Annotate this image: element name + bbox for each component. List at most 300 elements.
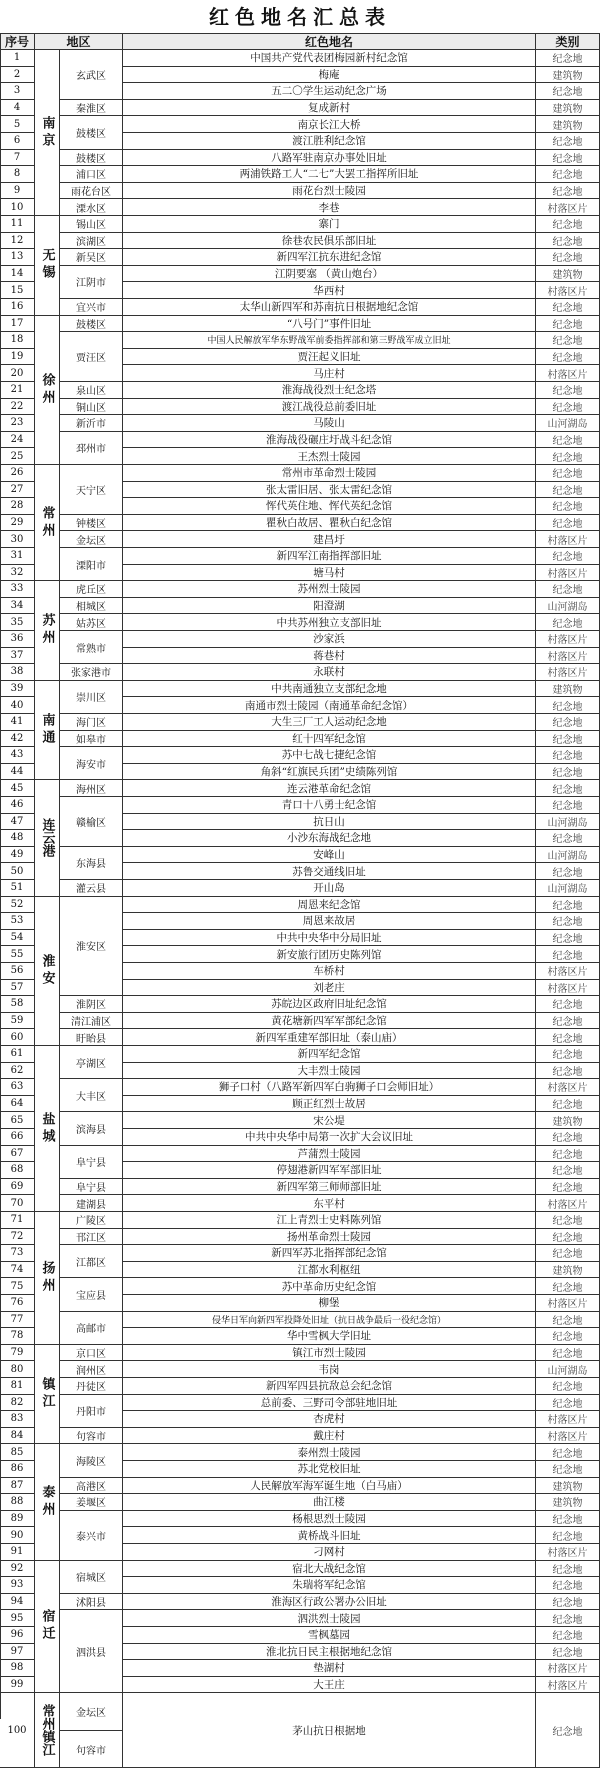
place-name: 宋公堤 [123, 1112, 536, 1129]
place-category: 纪念地 [536, 1527, 600, 1544]
row-index: 10 [0, 199, 35, 216]
row-index: 79 [0, 1345, 35, 1362]
row-index: 26 [0, 465, 35, 482]
place-name: 周恩来故居 [123, 913, 536, 930]
place-name: 新四军纪念馆 [123, 1046, 536, 1063]
place-category: 纪念地 [536, 399, 600, 416]
district-label: 新沂市 [60, 415, 123, 432]
row-index: 72 [0, 1229, 35, 1246]
place-category: 建筑物 [536, 1112, 600, 1129]
district-label: 金坛区 [60, 1693, 123, 1731]
place-category: 纪念地 [536, 946, 600, 963]
city-label: 连云港 [35, 780, 60, 896]
place-name: 马庄村 [123, 365, 536, 382]
row-index: 12 [0, 233, 35, 250]
place-name: 曲江楼 [123, 1494, 536, 1511]
row-index: 59 [0, 1013, 35, 1030]
place-name: 新四军重建军部旧址（泰山庙） [123, 1029, 536, 1046]
place-category: 山河湖岛 [536, 814, 600, 831]
place-name: 大丰烈士陵园 [123, 1063, 536, 1080]
place-name: 安峰山 [123, 847, 536, 864]
row-index: 55 [0, 946, 35, 963]
place-name: 中共苏州独立支部旧址 [123, 614, 536, 631]
place-name: 侵华日军向新四军投降处旧址（抗日战争最后一役纪念馆） [123, 1312, 536, 1329]
city-label: 常州 [35, 465, 60, 581]
district-label: 新吴区 [60, 249, 123, 266]
row-index: 83 [0, 1411, 35, 1428]
row-index: 100 [0, 1693, 35, 1768]
row-index: 60 [0, 1029, 35, 1046]
place-name: 大生三厂工人运动纪念地 [123, 714, 536, 731]
place-category: 纪念地 [536, 465, 600, 482]
place-name: 苏皖边区政府旧址纪念馆 [123, 996, 536, 1013]
district-label: 京口区 [60, 1345, 123, 1362]
row-index: 14 [0, 266, 35, 283]
district-label: 崇川区 [60, 681, 123, 714]
place-name: 抗日山 [123, 814, 536, 831]
place-category: 村落区片 [536, 565, 600, 582]
district-label: 东海县 [60, 847, 123, 880]
district-label: 泗洪县 [60, 1610, 123, 1693]
place-category: 纪念地 [536, 1644, 600, 1661]
place-category: 纪念地 [536, 913, 600, 930]
place-category: 纪念地 [536, 515, 600, 532]
district-label: 玄武区 [60, 50, 123, 100]
place-name: 江都水利枢纽 [123, 1262, 536, 1279]
row-index: 19 [0, 349, 35, 366]
place-category: 纪念地 [536, 448, 600, 465]
row-index: 49 [0, 847, 35, 864]
place-name: 华中雪枫大学旧址 [123, 1328, 536, 1345]
district-label: 天宁区 [60, 465, 123, 515]
place-name: 南京长江大桥 [123, 116, 536, 133]
place-name: 角斜“红旗民兵团”史绩陈列馆 [123, 764, 536, 781]
place-name: 沙家浜 [123, 631, 536, 648]
place-name: 黄花塘新四军军部纪念馆 [123, 1013, 536, 1030]
place-name: 新四军四县抗敌总会纪念馆 [123, 1378, 536, 1395]
place-category: 村落区片 [536, 1660, 600, 1677]
row-index: 75 [0, 1278, 35, 1295]
place-category: 村落区片 [536, 1428, 600, 1445]
row-index: 33 [0, 581, 35, 598]
place-name: 扬州革命烈士陵园 [123, 1229, 536, 1246]
place-name: 韦岗 [123, 1361, 536, 1378]
district-label: 高邮市 [60, 1312, 123, 1345]
place-category: 纪念地 [536, 863, 600, 880]
district-label: 清江浦区 [60, 1013, 123, 1030]
place-name: 芦蒲烈士陵园 [123, 1146, 536, 1163]
district-label: 雨花台区 [60, 183, 123, 200]
row-index: 65 [0, 1112, 35, 1129]
row-index: 23 [0, 415, 35, 432]
place-category: 建筑物 [536, 1262, 600, 1279]
place-name: 新四军江南指挥部旧址 [123, 548, 536, 565]
place-category: 纪念地 [536, 183, 600, 200]
place-category: 纪念地 [536, 1693, 600, 1768]
row-index: 24 [0, 432, 35, 449]
place-category: 纪念地 [536, 216, 600, 233]
place-name: 刁网村 [123, 1544, 536, 1561]
place-name: 南通市烈士陵园（南通革命纪念馆） [123, 697, 536, 714]
place-name: 新安旅行团历史陈列馆 [123, 946, 536, 963]
place-name: 两浦铁路工人“二七”大罢工指挥所旧址 [123, 166, 536, 183]
row-index: 17 [0, 316, 35, 333]
place-name: 新四军江抗东进纪念馆 [123, 249, 536, 266]
district-label: 姜堰区 [60, 1494, 123, 1511]
place-category: 村落区片 [536, 1544, 600, 1561]
row-index: 18 [0, 332, 35, 349]
place-category: 纪念地 [536, 1129, 600, 1146]
row-index: 16 [0, 299, 35, 316]
place-category: 纪念地 [536, 1511, 600, 1528]
place-name: 徐巷农民俱乐部旧址 [123, 233, 536, 250]
district-label: 阜宁县 [60, 1146, 123, 1179]
place-name: 新四军第三师师部旧址 [123, 1179, 536, 1196]
row-index: 67 [0, 1146, 35, 1163]
district-label: 盱眙县 [60, 1029, 123, 1046]
district-label: 贾汪区 [60, 332, 123, 382]
place-name: 梅庵 [123, 67, 536, 84]
place-name: 建昌圩 [123, 531, 536, 548]
place-category: 纪念地 [536, 1577, 600, 1594]
place-category: 纪念地 [536, 1029, 600, 1046]
header-name: 红色地名 [123, 33, 536, 50]
place-category: 纪念地 [536, 581, 600, 598]
row-index: 92 [0, 1561, 35, 1578]
row-index: 54 [0, 930, 35, 947]
place-category: 纪念地 [536, 1096, 600, 1113]
row-index: 27 [0, 482, 35, 499]
place-category: 纪念地 [536, 764, 600, 781]
district-label: 淮安区 [60, 897, 123, 997]
place-name: 狮子口村（八路军新四军白驹狮子口会师旧址） [123, 1079, 536, 1096]
place-category: 纪念地 [536, 1146, 600, 1163]
place-name: 马陵山 [123, 415, 536, 432]
place-name: 苏北党校旧址 [123, 1461, 536, 1478]
place-name: 人民解放军海军诞生地（白马庙） [123, 1478, 536, 1495]
place-category: 村落区片 [536, 1677, 600, 1694]
summary-table [0, 33, 600, 1757]
city-label: 南通 [35, 681, 60, 781]
district-label: 鼓楼区 [60, 316, 123, 333]
city-label: 徐州 [35, 316, 60, 465]
district-label: 赣榆区 [60, 797, 123, 847]
district-label: 江阴市 [60, 266, 123, 299]
row-index: 13 [0, 249, 35, 266]
place-category: 纪念地 [536, 233, 600, 250]
row-index: 1 [0, 50, 35, 67]
district-label: 鼓楼区 [60, 150, 123, 167]
row-index: 93 [0, 1577, 35, 1594]
place-category: 建筑物 [536, 266, 600, 283]
place-name: 周恩来纪念馆 [123, 897, 536, 914]
row-index: 82 [0, 1395, 35, 1412]
place-category: 纪念地 [536, 930, 600, 947]
place-name: 太华山新四军和苏南抗日根据地纪念馆 [123, 299, 536, 316]
header-category: 类别 [536, 33, 600, 50]
row-index: 44 [0, 764, 35, 781]
place-category: 纪念地 [536, 1345, 600, 1362]
place-name: 戴庄村 [123, 1428, 536, 1445]
place-category: 纪念地 [536, 1312, 600, 1329]
row-index: 77 [0, 1312, 35, 1329]
district-label: 句容市 [60, 1731, 123, 1768]
place-category: 村落区片 [536, 631, 600, 648]
place-category: 村落区片 [536, 1411, 600, 1428]
district-label: 如皋市 [60, 731, 123, 748]
row-index: 32 [0, 565, 35, 582]
row-index: 56 [0, 963, 35, 980]
place-name: 总前委、三野司令部驻地旧址 [123, 1395, 536, 1412]
place-category: 纪念地 [536, 897, 600, 914]
place-category: 建筑物 [536, 1494, 600, 1511]
row-index: 89 [0, 1511, 35, 1528]
row-index: 28 [0, 498, 35, 515]
place-name: 雨花台烈士陵园 [123, 183, 536, 200]
place-name: 常州市革命烈士陵园 [123, 465, 536, 482]
place-name: 寨门 [123, 216, 536, 233]
district-label: 泉山区 [60, 382, 123, 399]
district-label: 海州区 [60, 780, 123, 797]
row-index: 95 [0, 1610, 35, 1627]
place-name: 刘老庄 [123, 980, 536, 997]
place-category: 纪念地 [536, 1444, 600, 1461]
place-name: 镇江市烈士陵园 [123, 1345, 536, 1362]
place-name: 中国共产党代表团梅园新村纪念馆 [123, 50, 536, 67]
place-category: 纪念地 [536, 1179, 600, 1196]
district-label: 邗江区 [60, 1229, 123, 1246]
place-name: “八号门”事件旧址 [123, 316, 536, 333]
district-label: 滨湖区 [60, 233, 123, 250]
place-category: 纪念地 [536, 614, 600, 631]
place-category: 纪念地 [536, 548, 600, 565]
district-label: 江都区 [60, 1245, 123, 1278]
district-label: 宿城区 [60, 1561, 123, 1594]
row-index: 21 [0, 382, 35, 399]
place-category: 纪念地 [536, 1461, 600, 1478]
district-label: 金坛区 [60, 531, 123, 548]
row-index: 76 [0, 1295, 35, 1312]
row-index: 38 [0, 664, 35, 681]
place-category: 村落区片 [536, 1079, 600, 1096]
place-name: 连云港革命纪念馆 [123, 780, 536, 797]
place-name: 柳堡 [123, 1295, 536, 1312]
district-label: 亭湖区 [60, 1046, 123, 1079]
city-label: 扬州 [35, 1212, 60, 1345]
place-name: 王杰烈士陵园 [123, 448, 536, 465]
row-index: 98 [0, 1660, 35, 1677]
row-index: 4 [0, 100, 35, 117]
row-index: 45 [0, 780, 35, 797]
header-region: 地区 [35, 33, 123, 50]
row-index: 63 [0, 1079, 35, 1096]
place-category: 纪念地 [536, 432, 600, 449]
district-label: 丹徒区 [60, 1378, 123, 1395]
district-label: 阜宁县 [60, 1179, 123, 1196]
place-name: 青口十八勇士纪念馆 [123, 797, 536, 814]
row-index: 15 [0, 282, 35, 299]
place-category: 纪念地 [536, 747, 600, 764]
district-label: 海安市 [60, 747, 123, 780]
place-name: 中共南通独立支部纪念地 [123, 681, 536, 698]
row-index: 8 [0, 166, 35, 183]
place-category: 纪念地 [536, 1378, 600, 1395]
place-category: 纪念地 [536, 299, 600, 316]
place-category: 村落区片 [536, 1295, 600, 1312]
place-name: 杨根思烈士陵园 [123, 1511, 536, 1528]
district-label: 沭阳县 [60, 1594, 123, 1611]
district-label: 建湖县 [60, 1195, 123, 1212]
row-index: 78 [0, 1328, 35, 1345]
row-index: 31 [0, 548, 35, 565]
place-category: 纪念地 [536, 830, 600, 847]
row-index: 46 [0, 797, 35, 814]
place-name: 复成新村 [123, 100, 536, 117]
place-category: 山河湖岛 [536, 847, 600, 864]
row-index: 41 [0, 714, 35, 731]
place-category: 村落区片 [536, 648, 600, 665]
row-index: 61 [0, 1046, 35, 1063]
place-category: 纪念地 [536, 133, 600, 150]
place-name: 渡江战役总前委旧址 [123, 399, 536, 416]
place-name: 泗洪烈士陵园 [123, 1610, 536, 1627]
district-label: 虎丘区 [60, 581, 123, 598]
place-category: 纪念地 [536, 996, 600, 1013]
place-category: 纪念地 [536, 382, 600, 399]
place-category: 纪念地 [536, 1162, 600, 1179]
place-category: 村落区片 [536, 365, 600, 382]
row-index: 43 [0, 747, 35, 764]
place-category: 村落区片 [536, 282, 600, 299]
row-index: 94 [0, 1594, 35, 1611]
place-name: 朱瑞将军纪念馆 [123, 1577, 536, 1594]
row-index: 48 [0, 830, 35, 847]
city-label: 泰州 [35, 1444, 60, 1560]
place-name: 瞿秋白故居、瞿秋白纪念馆 [123, 515, 536, 532]
place-name: 江上青烈士史料陈列馆 [123, 1212, 536, 1229]
place-category: 纪念地 [536, 83, 600, 100]
row-index: 37 [0, 648, 35, 665]
place-category: 建筑物 [536, 100, 600, 117]
place-name: 贾汪起义旧址 [123, 349, 536, 366]
row-index: 5 [0, 116, 35, 133]
district-label: 滨海县 [60, 1112, 123, 1145]
place-category: 纪念地 [536, 1063, 600, 1080]
district-label: 淮阴区 [60, 996, 123, 1013]
place-name: 蒋巷村 [123, 648, 536, 665]
row-index: 42 [0, 731, 35, 748]
row-index: 34 [0, 598, 35, 615]
row-index: 91 [0, 1544, 35, 1561]
place-category: 纪念地 [536, 332, 600, 349]
place-category: 纪念地 [536, 1046, 600, 1063]
row-index: 70 [0, 1195, 35, 1212]
row-index: 99 [0, 1677, 35, 1694]
place-category: 村落区片 [536, 664, 600, 681]
place-category: 纪念地 [536, 1610, 600, 1627]
place-name: 东平村 [123, 1195, 536, 1212]
place-name: 杏虎村 [123, 1411, 536, 1428]
place-name: 苏鲁交通线旧址 [123, 863, 536, 880]
district-label: 灌云县 [60, 880, 123, 897]
row-index: 3 [0, 83, 35, 100]
city-label: 南京 [35, 50, 60, 216]
place-category: 纪念地 [536, 1594, 600, 1611]
row-index: 85 [0, 1444, 35, 1461]
row-index: 81 [0, 1378, 35, 1395]
row-index: 2 [0, 67, 35, 84]
place-name: 塘马村 [123, 565, 536, 582]
table-title: 红色地名汇总表 [209, 5, 391, 29]
place-category: 建筑物 [536, 116, 600, 133]
district-label: 句容市 [60, 1428, 123, 1445]
district-label: 鼓楼区 [60, 116, 123, 149]
row-index: 47 [0, 814, 35, 831]
place-name: 红十四军纪念馆 [123, 731, 536, 748]
place-category: 纪念地 [536, 50, 600, 67]
place-category: 山河湖岛 [536, 880, 600, 897]
place-name: 中共中央华中局第一次扩大会议旧址 [123, 1129, 536, 1146]
row-index: 40 [0, 697, 35, 714]
district-label: 溧阳市 [60, 548, 123, 581]
city-label: 盐城 [35, 1046, 60, 1212]
row-index: 86 [0, 1461, 35, 1478]
place-name: 泰州烈士陵园 [123, 1444, 536, 1461]
row-index: 29 [0, 515, 35, 532]
place-category: 纪念地 [536, 1013, 600, 1030]
place-name: 车桥村 [123, 963, 536, 980]
place-category: 纪念地 [536, 797, 600, 814]
row-index: 96 [0, 1627, 35, 1644]
city-label: 宿迁 [35, 1561, 60, 1694]
place-name: 华西村 [123, 282, 536, 299]
row-index: 97 [0, 1644, 35, 1661]
place-name: 张太雷旧居、张太雷纪念馆 [123, 482, 536, 499]
row-index: 74 [0, 1262, 35, 1279]
place-name: 雪枫墓园 [123, 1627, 536, 1644]
place-category: 村落区片 [536, 963, 600, 980]
row-index: 35 [0, 614, 35, 631]
place-category: 建筑物 [536, 681, 600, 698]
row-index: 87 [0, 1478, 35, 1495]
place-category: 纪念地 [536, 498, 600, 515]
place-name: 黄桥战斗旧址 [123, 1527, 536, 1544]
row-index: 69 [0, 1179, 35, 1196]
district-label: 宝应县 [60, 1278, 123, 1311]
place-name: 李巷 [123, 199, 536, 216]
row-index: 6 [0, 133, 35, 150]
district-label: 姑苏区 [60, 614, 123, 631]
place-name: 垫湖村 [123, 1660, 536, 1677]
place-category: 纪念地 [536, 1395, 600, 1412]
place-category: 纪念地 [536, 316, 600, 333]
row-index: 52 [0, 897, 35, 914]
place-name: 恽代英住地、恽代英纪念馆 [123, 498, 536, 515]
row-index: 64 [0, 1096, 35, 1113]
row-index: 80 [0, 1361, 35, 1378]
district-label: 泰兴市 [60, 1511, 123, 1561]
place-category: 山河湖岛 [536, 415, 600, 432]
city-label: 常州镇江 [35, 1693, 60, 1768]
district-label: 高港区 [60, 1478, 123, 1495]
place-name: 淮海战役碾庄圩战斗纪念馆 [123, 432, 536, 449]
district-label: 常熟市 [60, 631, 123, 664]
place-category: 村落区片 [536, 1195, 600, 1212]
place-name: 中国人民解放军华东野战军前委指挥部和第三野战军成立旧址 [123, 332, 536, 349]
place-category: 纪念地 [536, 482, 600, 499]
place-name: 渡江胜利纪念馆 [123, 133, 536, 150]
place-category: 村落区片 [536, 980, 600, 997]
